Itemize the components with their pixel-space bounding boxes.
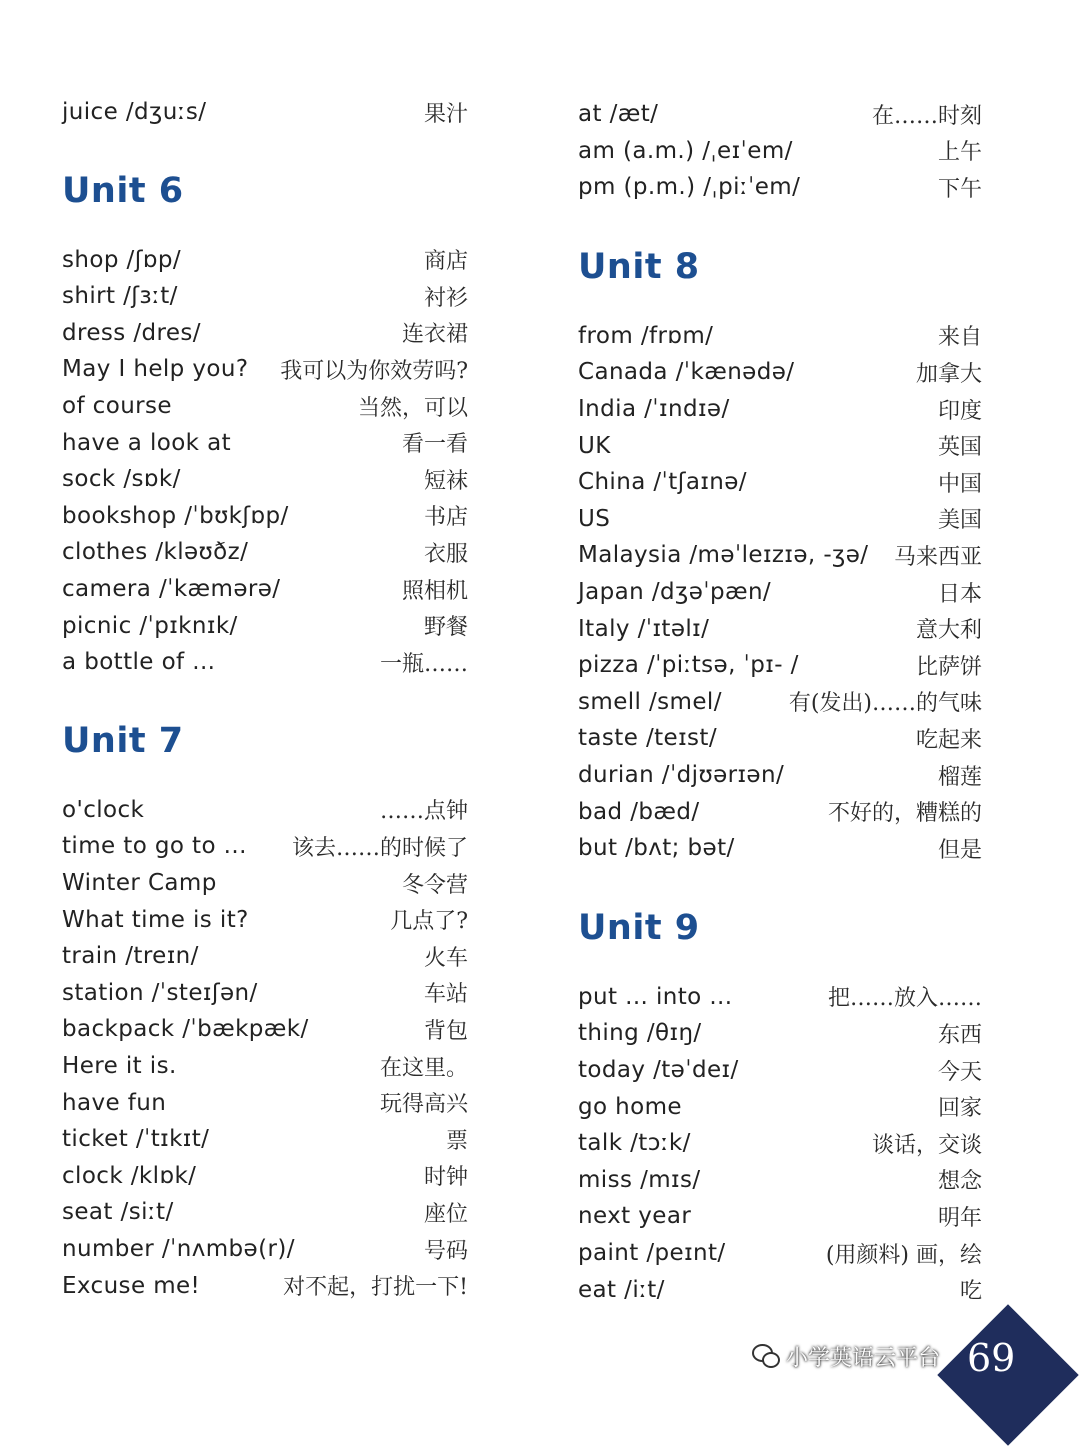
vocab-chinese: 照相机 [401, 578, 468, 604]
vocab-english: have fun [62, 1089, 167, 1116]
vocab-english: put ... into ... [578, 983, 733, 1010]
vocab-entry [578, 758, 982, 792]
vocab-entry [62, 316, 468, 350]
vocab-english: o'clock [62, 796, 145, 823]
watermark [752, 1334, 940, 1378]
vocab-entry [578, 97, 982, 131]
vocab-chinese: 该去……的时候了 [291, 835, 468, 861]
unit-heading: Unit 6 [62, 170, 184, 211]
vocab-chinese: 英国 [937, 435, 982, 461]
vocab-entry [578, 1126, 982, 1160]
vocab-entry [62, 352, 468, 386]
vocab-chinese: 衣服 [423, 541, 468, 567]
vocab-entry [578, 1090, 982, 1124]
vocab-entry [62, 1269, 468, 1303]
vocab-chinese: 在这里。 [379, 1055, 468, 1081]
vocab-english: a bottle of ... [62, 649, 216, 676]
vocab-entry [578, 355, 982, 389]
vocab-chinese: 谈话，交谈 [871, 1132, 982, 1158]
vocab-chinese: 吃 [959, 1279, 982, 1305]
vocab-chinese: 马来西亚 [893, 544, 982, 570]
vocab-english: clothes /kləʊðz/ [62, 539, 249, 566]
vocab-entry [578, 612, 982, 646]
vocab-chinese: 意大利 [915, 618, 982, 644]
vocab-entry [62, 1232, 468, 1266]
vocab-english: UK [578, 432, 611, 459]
vocab-chinese: 回家 [937, 1096, 982, 1122]
vocab-chinese: 把……放入…… [827, 986, 982, 1012]
vocab-chinese: 美国 [937, 508, 982, 534]
vocab-english: pizza /ˈpiːtsə, ˈpɪ- / [578, 652, 799, 679]
vocab-english: talk /tɔːk/ [578, 1130, 691, 1157]
vocab-english: Malaysia /məˈleɪzɪə, -ʒə/ [578, 542, 869, 569]
vocab-english: time to go to ... [62, 833, 247, 860]
vocab-chinese: 看一看 [401, 432, 468, 458]
vocab-entry [62, 389, 468, 423]
vocab-entry [578, 980, 982, 1014]
vocab-chinese: 玩得高兴 [379, 1092, 468, 1118]
vocab-entry [62, 462, 468, 496]
vocab-entry [578, 1236, 982, 1270]
vocab-chinese: 中国 [937, 471, 982, 497]
vocab-chinese: 日本 [937, 581, 982, 607]
vocab-chinese: 对不起，打扰一下! [283, 1275, 468, 1301]
vocab-entry [62, 1159, 468, 1193]
vocab-chinese: 号码 [423, 1238, 468, 1264]
vocab-chinese: 来自 [937, 325, 982, 351]
vocab-chinese: ……点钟 [379, 799, 468, 825]
unit-heading: Unit 7 [62, 720, 184, 761]
vocab-entry [578, 1016, 982, 1050]
vocab-entry [578, 170, 982, 204]
vocab-entry [62, 1049, 468, 1083]
vocab-english: clock /klɒk/ [62, 1162, 197, 1189]
vocab-chinese: 果汁 [423, 101, 468, 127]
vocab-english: from /frɒm/ [578, 322, 714, 349]
vocab-entry [578, 392, 982, 426]
vocab-entry [62, 426, 468, 460]
vocab-entry [62, 1086, 468, 1120]
vocab-chinese: 背包 [423, 1018, 468, 1044]
vocab-english: thing /θɪŋ/ [578, 1020, 702, 1047]
vocab-chinese: 比萨饼 [915, 654, 982, 680]
vocab-english: next year [578, 1203, 692, 1230]
vocab-chinese: 时钟 [423, 1165, 468, 1191]
vocab-entry [578, 1273, 982, 1307]
unit-heading: Unit 9 [578, 907, 700, 948]
vocab-chinese: 加拿大 [915, 361, 982, 387]
vocab-english: smell /smel/ [578, 688, 722, 715]
vocab-entry [578, 1163, 982, 1197]
vocab-entry [62, 645, 468, 679]
vocab-english: Italy /ˈɪtəlɪ/ [578, 615, 710, 642]
vocab-english: durian /ˈdjʊərɪən/ [578, 762, 785, 788]
vocab-entry [62, 903, 468, 937]
vocab-entry [578, 465, 982, 499]
vocab-entry [62, 1122, 468, 1156]
wechat-icon [752, 1344, 780, 1368]
vocab-chinese: 有(发出)……的气味 [788, 691, 982, 717]
vocab-chinese: 不好的，糟糕的 [827, 801, 982, 827]
vocab-chinese: 榴莲 [937, 764, 982, 790]
vocab-chinese: 今天 [937, 1059, 982, 1085]
vocab-chinese: 吃起来 [915, 727, 982, 753]
vocab-entry [62, 499, 468, 533]
vocab-entry [578, 685, 982, 719]
vocab-english: taste /teɪst/ [578, 725, 717, 752]
vocab-entry [578, 831, 982, 865]
vocab-english: train /treɪn/ [62, 943, 199, 970]
vocab-entry [62, 572, 468, 606]
vocab-english: paint /peɪnt/ [578, 1240, 726, 1266]
vocab-chinese: 几点了? [390, 909, 468, 935]
vocab-chinese: 冬令营 [401, 872, 468, 898]
vocab-entry [62, 793, 468, 827]
vocab-english: seat /siːt/ [62, 1199, 174, 1226]
vocab-english: am (a.m.) /ˌeɪˈem/ [578, 137, 793, 164]
vocab-chinese: 明年 [937, 1205, 982, 1231]
unit-heading: Unit 8 [578, 246, 700, 287]
vocab-english: ticket /ˈtɪkɪt/ [62, 1126, 210, 1153]
vocab-english: Japan /dʒəˈpæn/ [578, 579, 772, 605]
vocab-english: India /ˈɪndɪə/ [578, 396, 730, 422]
vocab-entry [578, 538, 982, 572]
page-number: 69 [967, 1336, 1016, 1380]
vocab-chinese: 上午 [937, 140, 982, 166]
vocab-entry [578, 429, 982, 463]
vocab-english: of course [62, 393, 172, 419]
vocab-english: US [578, 505, 611, 532]
vocab-english: dress /dres/ [62, 319, 201, 346]
vocab-entry [62, 829, 468, 863]
vocab-entry [62, 609, 468, 643]
vocab-chinese: 下午 [937, 176, 982, 202]
vocab-entry [578, 575, 982, 609]
vocab-chinese: 座位 [423, 1201, 468, 1227]
vocab-chinese: 一瓶…… [379, 651, 468, 677]
vocab-chinese: 书店 [423, 505, 468, 531]
vocab-chinese: 我可以为你效劳吗? [280, 358, 468, 384]
vocab-english: number /ˈnʌmbə(r)/ [62, 1236, 295, 1262]
vocab-entry [578, 502, 982, 536]
vocab-entry [62, 95, 468, 129]
vocab-chinese: 商店 [423, 249, 468, 275]
vocab-english: picnic /ˈpɪknɪk/ [62, 612, 238, 639]
vocab-chinese: 连衣裙 [401, 322, 468, 348]
vocab-english: have a look at [62, 429, 232, 456]
vocab-chinese: 火车 [423, 945, 468, 971]
vocab-entry [62, 1195, 468, 1229]
vocab-chinese: 想念 [937, 1169, 982, 1195]
vocab-chinese: 票 [445, 1128, 468, 1154]
vocab-english: eat /iːt/ [578, 1276, 665, 1303]
vocab-english: bookshop /ˈbʊkʃɒp/ [62, 502, 289, 529]
vocab-english: miss /mɪs/ [578, 1166, 701, 1193]
vocab-entry [578, 319, 982, 353]
vocab-english: shop /ʃɒp/ [62, 246, 181, 273]
vocab-chinese: 当然，可以 [357, 395, 468, 421]
vocab-english: at /æt/ [578, 101, 659, 127]
vocab-entry [62, 279, 468, 313]
vocab-entry [62, 1012, 468, 1046]
vocab-entry [578, 721, 982, 755]
vocab-chinese: 车站 [423, 982, 468, 1008]
vocab-entry [62, 243, 468, 277]
vocab-english: station /ˈsteɪʃən/ [62, 979, 258, 1006]
vocab-english: Winter Camp [62, 870, 217, 896]
vocab-chinese: 印度 [937, 398, 982, 424]
vocab-english: Here it is. [62, 1053, 177, 1079]
vocab-chinese: 但是 [937, 837, 982, 863]
vocab-english: but /bʌt; bət/ [578, 835, 735, 862]
vocab-english: Excuse me! [62, 1272, 201, 1299]
vocab-entry [62, 976, 468, 1010]
watermark-text: 小学英语云平台 [786, 1345, 941, 1371]
vocab-chinese: 野餐 [423, 615, 468, 641]
vocab-english: camera /ˈkæmərə/ [62, 576, 281, 602]
vocab-entry [578, 134, 982, 168]
vocab-entry [578, 648, 982, 682]
vocab-english: juice /dʒuːs/ [62, 99, 207, 125]
vocab-english: China /ˈtʃaɪnə/ [578, 469, 747, 496]
vocab-english: shirt /ʃɜːt/ [62, 283, 178, 310]
vocab-entry [578, 1053, 982, 1087]
vocab-english: today /təˈdeɪ/ [578, 1057, 739, 1083]
vocab-english: What time is it? [62, 906, 249, 933]
vocab-chinese: 衬衫 [423, 285, 468, 311]
vocab-english: sock /sɒk/ [62, 466, 181, 493]
vocab-english: May I help you? [62, 356, 249, 383]
vocab-entry [62, 939, 468, 973]
vocab-entry [62, 866, 468, 900]
vocab-chinese: 东西 [937, 1022, 982, 1048]
vocab-entry [578, 1199, 982, 1233]
vocab-english: Canada /ˈkænədə/ [578, 359, 795, 386]
vocab-entry [62, 535, 468, 569]
vocab-english: backpack /ˈbækpæk/ [62, 1016, 309, 1043]
vocab-english: go home [578, 1093, 682, 1120]
vocab-chinese: (用颜料) 画，绘 [825, 1242, 982, 1268]
vocab-chinese: 在……时刻 [871, 103, 982, 129]
vocab-chinese: 短袜 [423, 468, 468, 494]
vocab-english: pm (p.m.) /ˌpiːˈem/ [578, 174, 801, 201]
vocab-entry [578, 795, 982, 829]
vocab-english: bad /bæd/ [578, 798, 700, 825]
